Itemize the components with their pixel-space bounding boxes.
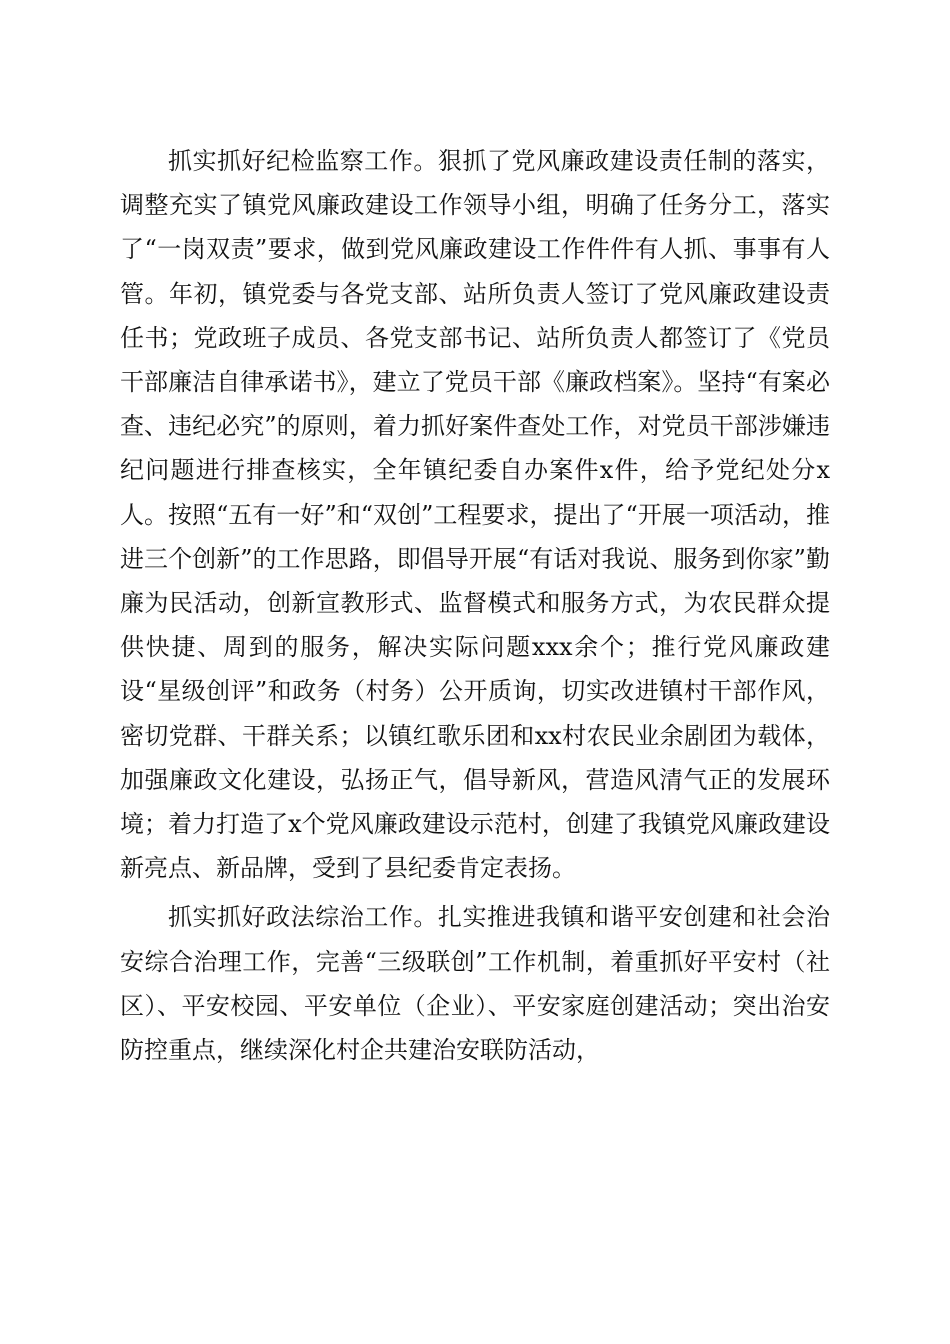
paragraph-political-legal: 抓实抓好政法综治工作。扎实推进我镇和谐平安创建和社会治安综合治理工作，完善“三级联创”工作机制，着重抓好平安村（社区）、平安校园、平安单位（企业）、平安家庭创建活动；突出治安防控重点，继续深化村企共建治安联防活动， — [120, 903, 830, 1065]
document-body — [120, 139, 830, 1072]
paragraph-discipline-inspection: 抓实抓好纪检监察工作。狠抓了党风廉政建设责任制的落实，调整充实了镇党风廉政建设工作领导小组，明确了任务分工，落实了“一岗双责”要求，做到党风廉政建设工作件件有人抓、事事有人管。年初，镇党委与各党支部、站所负责人签订了党风廉政建设责任书；党政班子成员、各党支部书记、站所负责人都签订了《党员干部廉洁自律承诺书》，建立了党员干部《廉政档案》。坚持“有案必查、违纪必究”的原则，着力抓好案件查处工作，对党员干部涉嫌违纪问题进行排查核实，全年镇纪委自办案件x件，给予党纪处分x人。按照“五有一好”和“双创”工程要求，提出了“开展一项活动，推进三个创新”的工作思路，即倡导开展“有话对我说、服务到你家”勤廉为民活动，创新宣教形式、监督模式和服务方式，为农民群众提供快捷、周到的服务，解决实际问题xxx余个；推行党风廉政建设“星级创评”和政务（村务）公开质询，切实改进镇村干部作风，密切党群、干群关系；以镇红歌乐团和xx村农民业余剧团为载体，加强廉政文化建设，弘扬正气，倡导新风，营造风清气正的发展环境；着力打造了x个党风廉政建设示范村，创建了我镇党风廉政建设新亮点、新品牌，受到了县纪委肯定表扬。 — [120, 147, 830, 883]
